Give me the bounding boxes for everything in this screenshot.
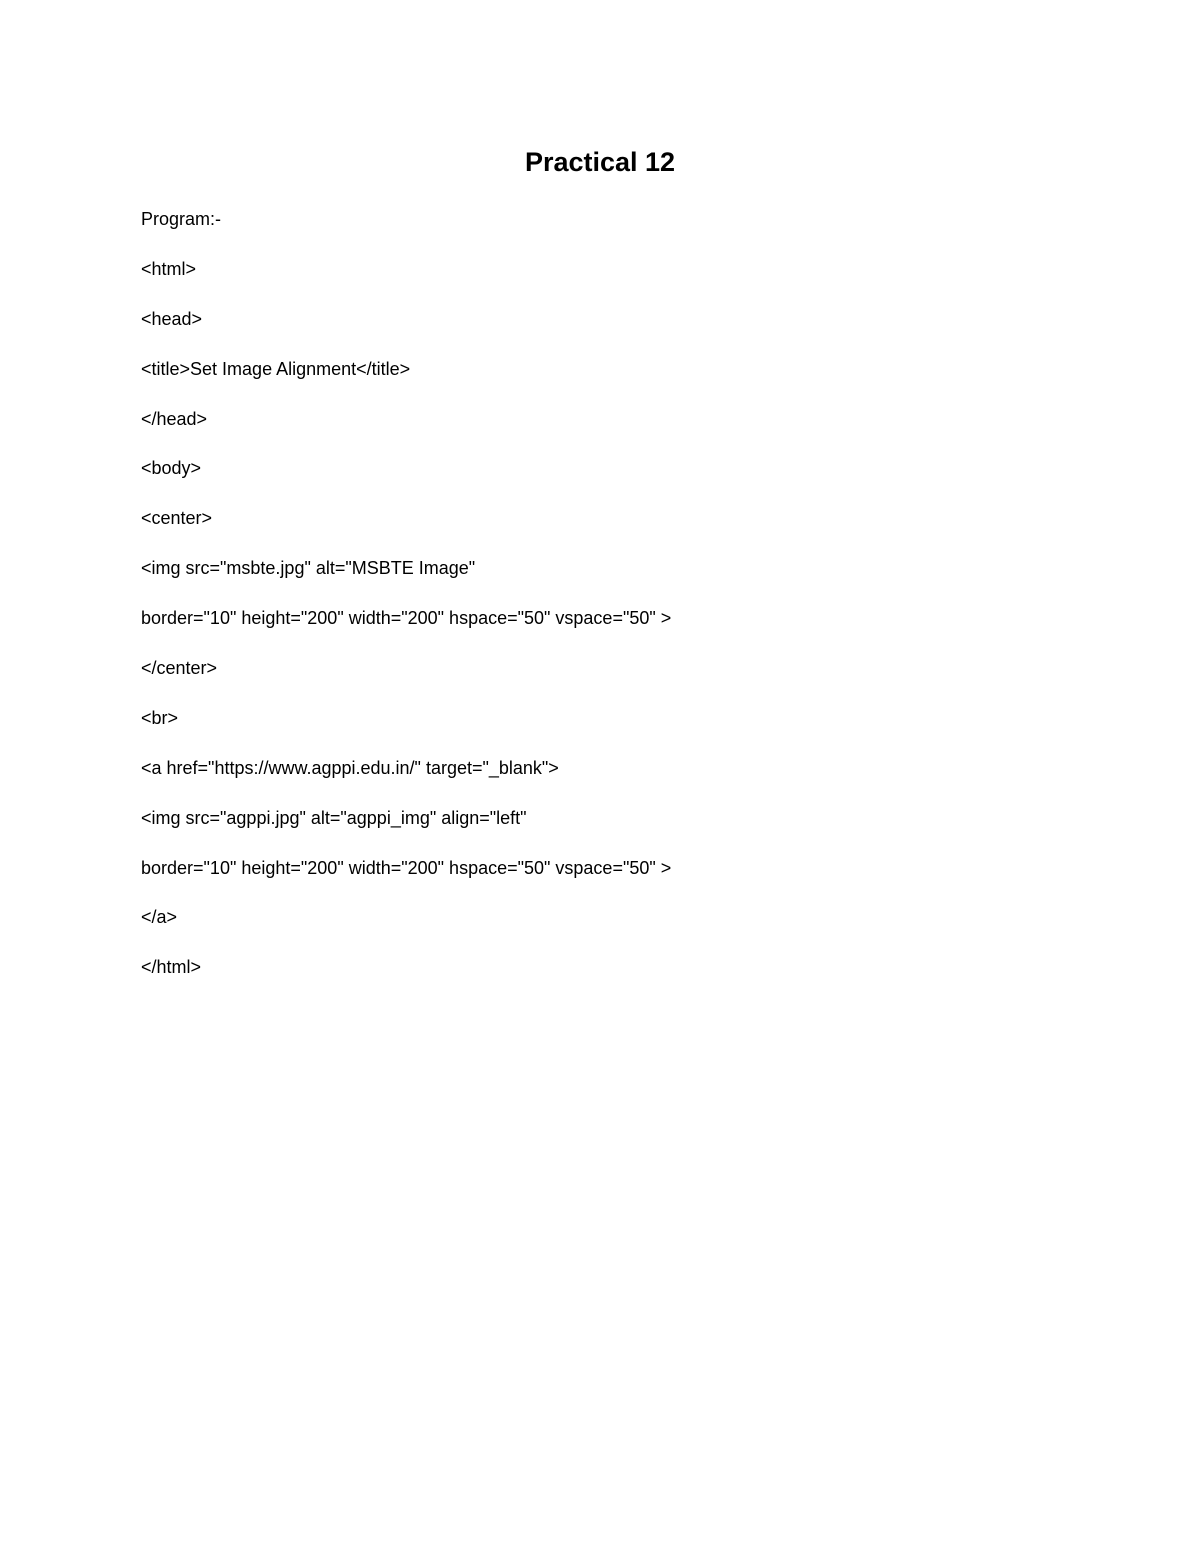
code-line: </html> bbox=[141, 957, 202, 978]
code-listing bbox=[141, 206, 671, 1004]
code-line: border="10" height="200" width="200" hspace="50" vspace="50" > bbox=[141, 608, 672, 629]
code-line: Program:- bbox=[141, 209, 222, 229]
code-line: </a> bbox=[141, 907, 178, 928]
code-line: <html> bbox=[141, 258, 197, 279]
code-line: <img src="agppi.jpg" alt="agppi_img" align="left" bbox=[141, 807, 527, 828]
code-line: <img src="msbte.jpg" alt="MSBTE Image" bbox=[141, 558, 476, 579]
code-line: <br> bbox=[141, 707, 179, 728]
code-line: </head> bbox=[141, 408, 208, 429]
code-line: <title>Set Image Alignment</title> bbox=[141, 358, 411, 379]
code-line: border="10" height="200" width="200" hspace="50" vspace="50" > bbox=[141, 857, 672, 878]
code-line: <head> bbox=[141, 308, 203, 329]
code-line: </center> bbox=[141, 658, 218, 679]
code-line: <body> bbox=[141, 458, 202, 479]
document-title: Practical 12 bbox=[524, 147, 676, 177]
code-line: <center> bbox=[141, 508, 213, 529]
code-line: <a href="https://www.agppi.edu.in/" target="_blank"> bbox=[141, 757, 559, 778]
